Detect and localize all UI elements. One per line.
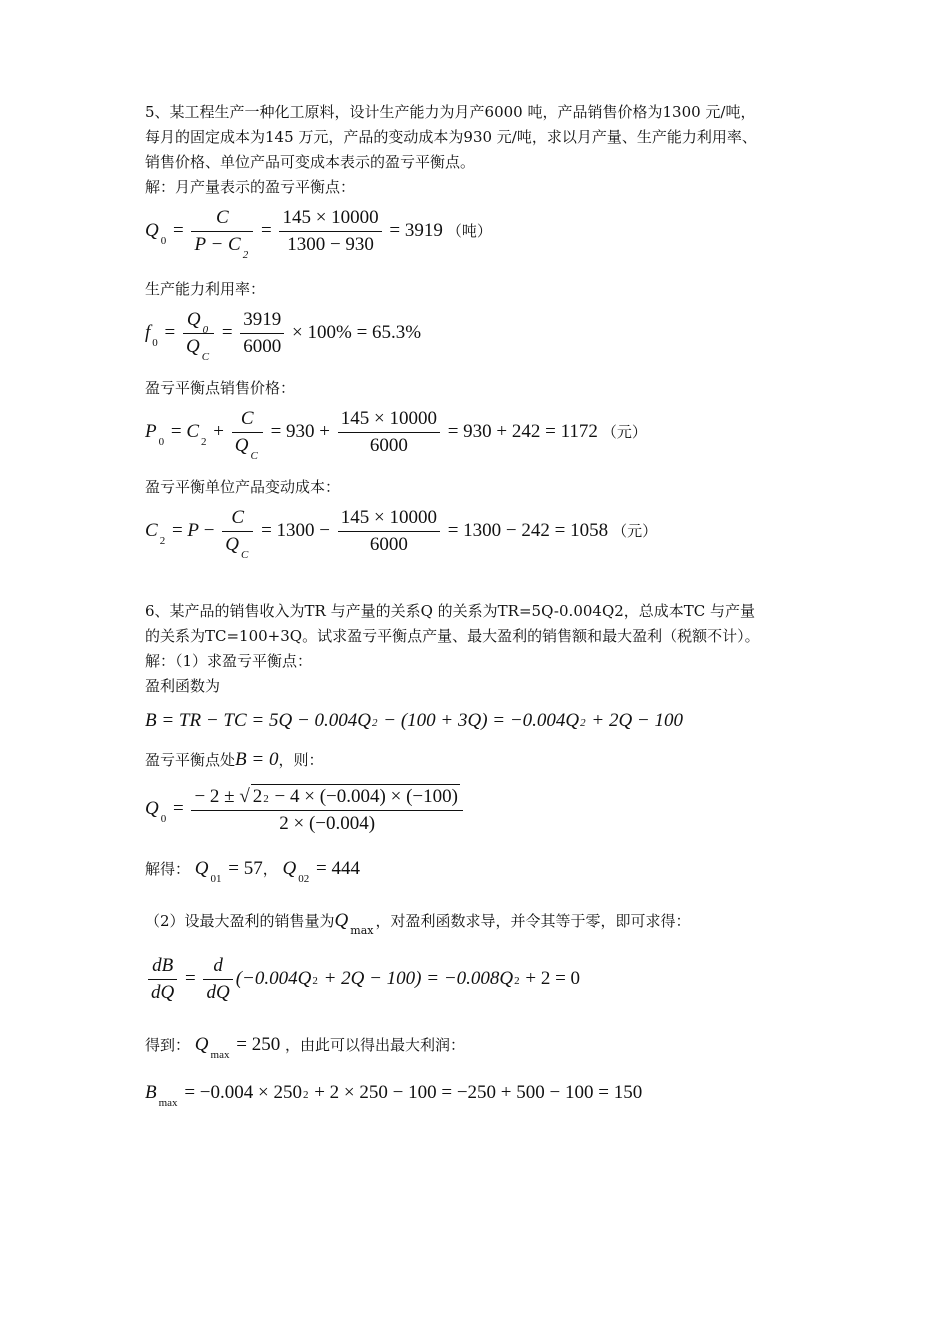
eq4-f2-den: 6000	[369, 534, 408, 555]
eq1-f1-num: C	[191, 207, 253, 232]
equation-breakeven-variable-cost: C $_2$ = P − $\frac{C}{Q _C}$ = 1300 − $\frac{145 \times 10000}{6000}$ = 1300 − 242 = 1058 （元）	[145, 507, 658, 561]
part2-line	[145, 910, 691, 937]
got-eq: = 250	[236, 1034, 281, 1055]
eq2-f2-den: 6000	[243, 336, 282, 357]
eq7-f1-num: dB	[148, 955, 177, 980]
eq3-term-1-sub: 2	[201, 435, 207, 448]
eq5-part-b: − (100 + 3Q) = −0.004Q	[383, 710, 580, 731]
eq8-sup: 2	[302, 1089, 309, 1101]
eq4-result: = 1300 − 242 = 1058	[447, 519, 609, 541]
got-text-b: ，由此可以得出最大利润：	[284, 1036, 465, 1054]
eq3-result: = 930 + 242 = 1172	[447, 420, 598, 442]
eq1-f1-den: P − C	[194, 234, 241, 255]
eq3-term-2: = 930 +	[270, 420, 330, 442]
eq2-f1-den-sub: C	[201, 351, 210, 363]
eq7-fraction-1	[148, 955, 177, 1004]
eq1-lhs-sub: 0	[160, 234, 167, 247]
sqrt-symbol: √	[239, 786, 250, 807]
eq1-f2-num: 145 × 10000	[279, 207, 381, 232]
q6-line-2: 的关系为TC=100+3Q。试求盈亏平衡点产量、最大盈利的销售额和最大盈利（税额不计）。	[145, 627, 760, 645]
eq3-fraction-1	[232, 408, 263, 462]
eq6-den: 2 × (−0.004)	[279, 813, 376, 834]
eq2-lhs: f	[145, 321, 151, 343]
eq2-f1-den: Q	[186, 336, 200, 357]
sol1-sub: 01	[210, 873, 222, 885]
equation-quadratic-root: Q $_0$ = $\frac{- 2 \pm √ 22 - 4 \times (-0.004) \times (-100)}{2 \times (-0.004)}$	[145, 784, 466, 835]
q6-line-4: 盈利函数为	[145, 677, 221, 695]
equation-breakeven-output: Q $_0$ = $\frac{C}{P - C _2}$ = $\frac{145 \times 10000}{1300 - 930}$ = 3919 （吨）	[145, 207, 492, 261]
eq1-f1-den-sub: 2	[242, 249, 249, 261]
eq3-term-1: C	[186, 420, 200, 442]
eq8-part-a: = −0.004 × 250	[184, 1082, 302, 1103]
eq6-num-sup: 2	[263, 793, 269, 805]
solution-label: 解得：	[145, 860, 191, 878]
eq4-term-1: P	[187, 519, 200, 541]
sol1-var: Q	[194, 858, 209, 879]
eq6-lhs: Q	[145, 797, 159, 819]
eq4-term-2: = 1300 −	[261, 519, 330, 541]
eq4-fraction-2	[338, 507, 440, 556]
q6-line-3: 解：（1）求盈亏平衡点：	[145, 652, 313, 670]
eq4-lhs-sub: 2	[159, 534, 166, 547]
label6-text-a: 盈亏平衡点处	[145, 751, 236, 769]
eq3-f1-den-sub: C	[250, 450, 258, 462]
eq7-f2-num: d	[203, 955, 232, 980]
eq4-unit: （元）	[612, 521, 658, 540]
eq7-fraction-2	[203, 955, 232, 1004]
q5-line-4: 解：月产量表示的盈亏平衡点：	[145, 178, 356, 196]
label-breakeven-price: 盈亏平衡点销售价格：	[145, 379, 296, 397]
eq3-lhs-sub: 0	[158, 435, 165, 448]
eq3-unit: （元）	[601, 422, 647, 441]
label6-math: B = 0	[235, 749, 279, 770]
eq5-part-a: B = TR − TC = 5Q − 0.004Q	[145, 710, 371, 731]
part2-q: Q	[334, 910, 349, 931]
eq1-fraction-2	[279, 207, 381, 256]
equation-breakeven-price: P $_0$ = C $_2$ + $\frac{C}{Q _C}$ = 930 + $\frac{145 \times 10000}{6000}$ = 930 + 242 = 1172 （元）	[145, 408, 647, 462]
eq6-num-c: − 4 × (−0.004) × (−100)	[274, 786, 458, 807]
eq7-sup-2: 2	[514, 974, 520, 987]
q5-line-1: 5、某工程生产一种化工原料，设计生产能力为月产6000 吨，产品销售价格为1300 元/吨，	[145, 103, 756, 121]
eq4-f1-num: C	[222, 507, 253, 532]
label-breakeven-condition	[145, 749, 323, 771]
eq1-unit: （吨）	[446, 221, 492, 240]
eq8-lhs-sub: max	[158, 1097, 178, 1109]
eq2-fraction-1	[183, 309, 214, 363]
eq7-sup-1: 2	[312, 974, 318, 987]
eq1-f2-den: 1300 − 930	[287, 234, 374, 255]
eq4-f1-den: Q	[225, 534, 239, 555]
label-breakeven-variable-cost: 盈亏平衡单位产品变动成本：	[145, 478, 341, 496]
sol2-eq: = 444	[316, 858, 360, 879]
eq6-num-a: − 2 ±	[194, 786, 235, 807]
eq7-f1-den: dQ	[151, 982, 175, 1003]
eq1-lhs: Q	[145, 219, 159, 241]
part2-text-b: ，对盈利函数求导，并令其等于零，即可求得：	[375, 912, 691, 930]
eq4-lhs: C	[145, 519, 158, 541]
q5-line-2: 每月的固定成本为145 万元，产品的变动成本为930 元/吨，求以月产量、生产能力利用率、	[145, 128, 757, 146]
eq2-f1-num-sub: 0	[202, 324, 209, 336]
solution-separator: ，	[262, 860, 278, 878]
eq4-f1-den-sub: C	[240, 549, 249, 561]
eq2-result: × 100% = 65.3%	[292, 321, 422, 343]
eq5-part-c: + 2Q − 100	[591, 710, 684, 731]
equation-derivative: $\frac{dB}{dQ}$ = $\frac{d}{dQ}$ (−0.004Q2 + 2Q − 100) = −0.008Q2 + 2 = 0	[145, 955, 580, 1004]
eq4-fraction-1	[222, 507, 253, 561]
eq3-f2-num: 145 × 10000	[338, 408, 440, 433]
eq3-fraction-2	[338, 408, 440, 457]
eq5-sup-2: 2	[580, 717, 586, 729]
sol1-eq: = 57	[228, 858, 263, 879]
label6-text-b: ，则：	[278, 751, 324, 769]
eq2-f1-num: Q	[186, 309, 201, 330]
eq8-part-b: + 2 × 250 − 100 = −250 + 500 − 100 = 150	[314, 1082, 643, 1103]
eq3-f1-num: C	[232, 408, 263, 433]
eq7-part-a: (−0.004Q	[235, 967, 312, 989]
got-q: Q	[194, 1034, 209, 1055]
equation-max-profit	[145, 1082, 643, 1109]
eq2-lhs-sub: 0	[152, 336, 158, 349]
eq1-fraction-1	[191, 207, 253, 261]
eq8-lhs: B	[145, 1082, 157, 1103]
eq5-sup-1: 2	[372, 717, 378, 729]
eq7-part-b: + 2Q − 100) = −0.008Q	[323, 967, 514, 989]
label-capacity-utilization: 生产能力利用率：	[145, 280, 266, 298]
equation-capacity-utilization: f $_0$ = $\frac{Q _0}{Q _C}$ = $\frac{3919}{6000}$ × 100% = 65.3%	[145, 309, 422, 363]
eq1-result: = 3919	[389, 219, 443, 241]
part2-sub: max	[350, 924, 374, 937]
eq3-f2-den: 6000	[369, 435, 408, 456]
eq2-fraction-2	[240, 309, 284, 358]
q6-line-1: 6、某产品的销售收入为TR 与产量的关系Q 的关系为TR=5Q-0.004Q2，总成本TC 与产量	[145, 602, 756, 620]
eq3-lhs: P	[145, 420, 157, 442]
got-sub: max	[210, 1049, 230, 1061]
eq6-lhs-sub: 0	[160, 812, 167, 825]
eq6-radicand	[251, 784, 460, 808]
eq2-f2-num: 3919	[240, 309, 284, 334]
eq7-f2-den: dQ	[206, 982, 230, 1003]
eq3-f1-den: Q	[234, 435, 249, 456]
result-qmax-line	[145, 1034, 465, 1061]
eq6-fraction	[191, 784, 462, 835]
eq4-f2-num: 145 × 10000	[338, 507, 440, 532]
solution-line	[145, 858, 360, 885]
sol2-var: Q	[282, 858, 297, 879]
eq6-num-b: 2	[252, 786, 263, 807]
eq7-part-c: + 2 = 0	[525, 967, 581, 989]
got-label: 得到：	[145, 1036, 191, 1054]
sol2-sub: 02	[298, 873, 310, 885]
equation-profit-function	[145, 710, 683, 732]
q5-line-3: 销售价格、单位产品可变成本表示的盈亏平衡点。	[145, 153, 476, 171]
part2-text-a: （2）设最大盈利的销售量为	[145, 912, 335, 930]
